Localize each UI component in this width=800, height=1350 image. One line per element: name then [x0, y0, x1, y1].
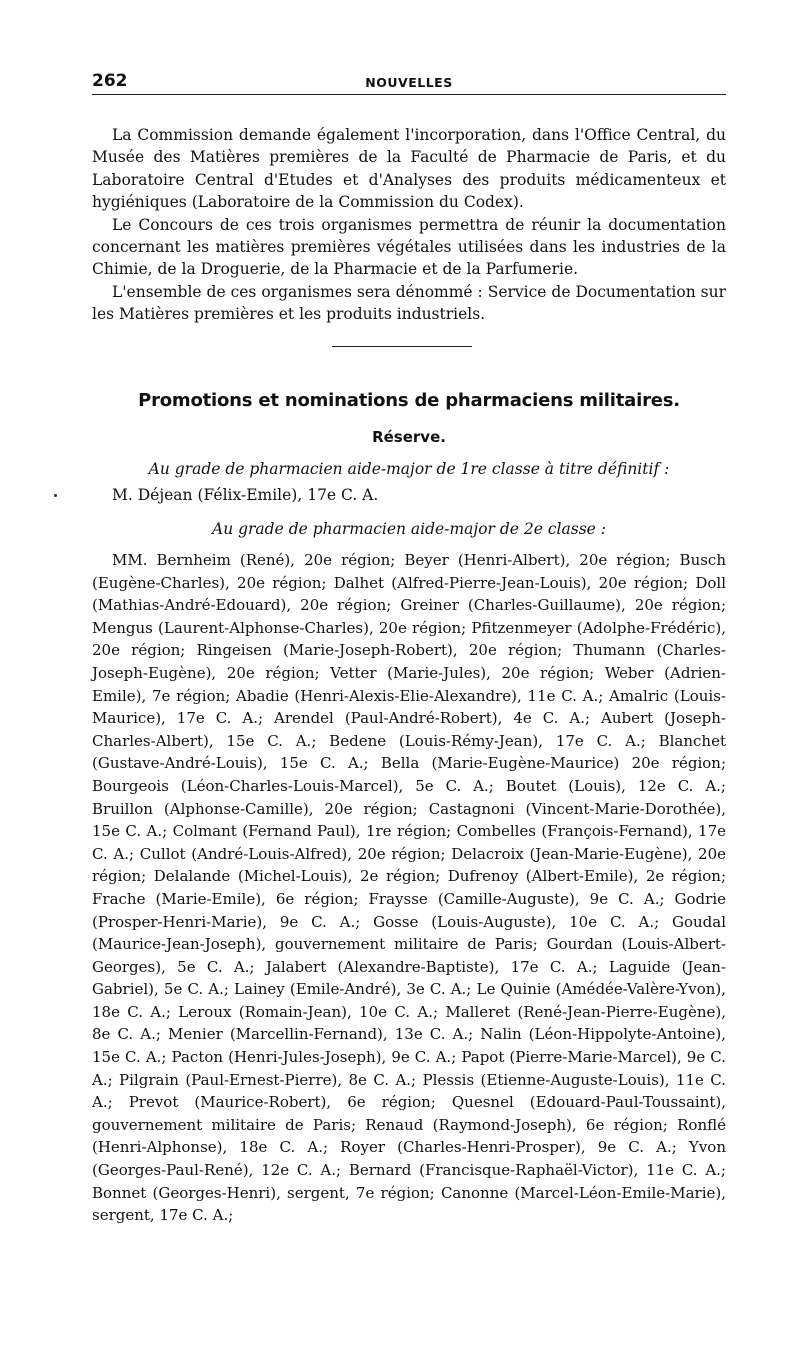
grade-heading-second-class: Au grade de pharmacien aide-major de 2e classe : [212, 520, 606, 538]
page-header [92, 70, 726, 95]
paragraph-commission: La Commission demande également l'incorporation, dans l'Office Central, du Musée des Matières premières de la Faculté de Pharmacie de Paris, et du Laboratoire Central d'Etudes et d'Analyses des produits médicamenteux et hygiéniques (Laboratoire de la Commission du Codex). [92, 126, 726, 212]
intro-text [92, 124, 726, 326]
section-divider [332, 346, 472, 347]
nominations-list: MM. Bernheim (René), 20e région; Beyer (Henri-Albert), 20e région; Busch (Eugène-Charles), 20e région; Dalhet (Alfred-Pierre-Jean-Louis), 20e région; Doll (Mathias-André-Edouard), 20e région; Greiner (Charles-Guillaume), 20e région; Mengus (Laurent-Alphonse-Charles), 20e région; Pfitzenmeyer (Adolphe-Frédéric), 20e région; Ringeisen (Marie-Joseph-Robert), 20e région; Thumann (Charles-Joseph-Eugène), 20e région; Vetter (Marie-Jules), 20e région; Weber (Adrien-Emile), 7e région; Abadie (Henri-Alexis-Elie-Alexandre), 11e C. A.; Amalric (Louis-Maurice), 17e C. A.; Arendel (Paul-André-Robert), 4e C. A.; Aubert (Joseph-Charles-Albert), 15e C. A.; Bedene (Louis-Rémy-Jean), 17e C. A.; Blanchet (Gustave-André-Louis), 15e C. A.; Bella (Marie-Eugène-Maurice) 20e région; Bourgeois (Léon-Charles-Louis-Marcel), 5e C. A.; Boutet (Louis), 12e C. A.; Bruillon (Alphonse-Camille), 20e région; Castagnoni (Vincent-Marie-Dorothée), 15e C. A.; Colmant (Fernand Paul), 1re région; Combelles (François-Fernand), 17e C. A.; Cullot (André-Louis-Alfred), 20e région; Delacroix (Jean-Marie-Eugène), 20e région; Delalande (Michel-Louis), 2e région; Dufrenoy (Albert-Emile), 2e région; Frache (Marie-Emile), 6e région; Fraysse (Camille-Auguste), 9e C. A.; Godrie (Prosper-Henri-Marie), 9e C. A.; Gosse (Louis-Auguste), 10e C. A.; Goudal (Maurice-Jean-Joseph), gouvernement militaire de Paris; Gourdan (Louis-Albert-Georges), 5e C. A.; Jalabert (Alexandre-Baptiste), 17e C. A.; Laguide (Jean-Gabriel), 5e C. A.; Lainey (Emile-André), 3e C. A.; Le Quinie (Amédée-Valère-Yvon), 18e C. A.; Leroux (Romain-Jean), 10e C. A.; Malleret (René-Jean-Pierre-Eugène), 8e C. A.; Menier (Marcellin-Fernand), 13e C. A.; Nalin (Léon-Hippolyte-Antoine), 15e C. A.; Pacton (Henri-Jules-Joseph), 9e C. A.; Papot (Pierre-Marie-Marcel), 9e C. A.; Pilgrain (Paul-Ernest-Pierre), 8e C. A.; Plessis (Etienne-Auguste-Louis), 11e C. A.; Prevot (Maurice-Robert), 6e région; Quesnel (Edouard-Paul-Toussaint), gouvernement militaire de Paris; Renaud (Raymond-Joseph), 6e région; Ronflé (Henri-Alphonse), 18e C. A.; Royer (Charles-Henri-Prosper), 9e C. A.; Yvon (Georges-Paul-René), 12e C. A.; Bernard (Francisque-Raphaël-Victor), 11e C. A.; Bonnet (Georges-Henri), sergent, 7e région; Canonne (Marcel-Léon-Emile-Marie), sergent, 17e C. A.; [92, 551, 726, 1225]
page-number: 262 [92, 71, 128, 91]
margin-mark [54, 494, 57, 497]
paragraph-concours: Le Concours de ces trois organismes permettra de réunir la documentation concernant les matières premières végétales utilisées dans les industries de la Chimie, de la Droguerie, de la Pharmacie et de la Parfumerie. [92, 215, 726, 279]
entry-first-class: M. Déjean (Félix-Emile), 17e C. A. [112, 486, 379, 504]
subsection-title: Réserve. [372, 428, 446, 446]
section-title: Promotions et nominations de pharmaciens militaires. [138, 390, 680, 411]
paragraph-ensemble: L'ensemble de ces organismes sera dénommé : Service de Documentation sur les Matières premières et les produits industriels. [92, 282, 726, 324]
running-head: NOUVELLES [365, 75, 453, 90]
grade-heading-first-class: Au grade de pharmacien aide-major de 1re classe à titre définitif : [148, 460, 670, 478]
